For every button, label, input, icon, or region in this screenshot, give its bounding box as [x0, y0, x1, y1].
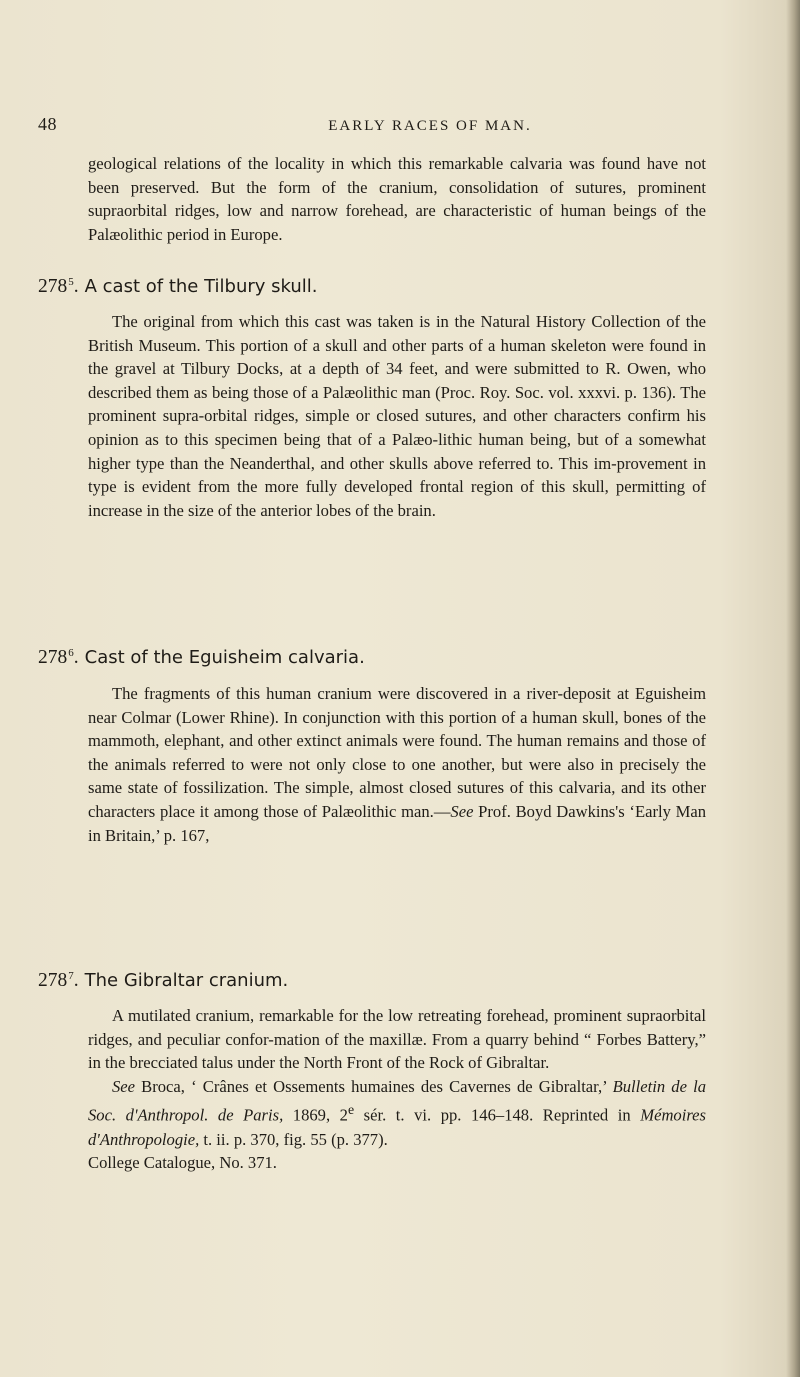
- entry-paragraph: [88, 682, 706, 847]
- reference-text: Broca, ‘ Crânes et Ossements humaines des Cavernes de Gibraltar,’: [135, 1076, 613, 1096]
- entry-paragraph: A mutilated cranium, remarkable for the low retreating forehead, prominent supraorbital ridges, and peculiar confor-mation of the maxillæ. From a quarry behind “ Forbes Battery,” in the brecciated talus under the North Front of the Rock of Gibraltar.: [88, 1006, 706, 1073]
- entry-paragraph: The original from which this cast was taken is in the Natural History Collection of the British Museum. This portion of a skull and other parts of a human skeleton were found in the gravel at Tilbury Docks, at a depth of 34 feet, and were submitted to R. Owen, who described them as being those of a Palæolithic man (Proc. Roy. Soc. vol. xxxvi. p. 136). The prominent supra-orbital ridges, simple or closed sutures, and other characters confirm his opinion as to this specimen being that of a Palæo-lithic human being, but of a somewhat higher type than the Neanderthal, and other skulls above referred to. This im-provement in type is evident from the more fully developed frontal region of this skull, permitting of increase in the size of the anterior lobes of the brain.: [88, 312, 706, 520]
- running-head: EARLY RACES OF MAN.: [328, 118, 532, 134]
- reference-text: sér. t. vi. pp. 146–148. Reprinted in: [354, 1105, 641, 1125]
- journal-title: Mémoires d'Anthropologie,: [88, 1105, 706, 1149]
- see-word: See: [450, 801, 474, 821]
- intro-paragraph: geological relations of the locality in which this remarkable calvaria was found have not been preserved. But the form of the cranium, consolidation of sutures, prominent supraorbital ridges, low and narrow forehead, are characteristic of human beings of the Palæolithic period in Europe.: [88, 154, 706, 244]
- entry-paragraph-text: The fragments of this human cranium were discovered in a river-deposit at Eguisheim near Colmar (Lower Rhine). In conjunction with this portion of a human skull, bones of the mammoth, elephant, and other extinct animals were found. The human remains and those of the animals referred to were not only close to one another, but were also in precisely the same state of fossilization. The simple, almost closed sutures of this calvaria, and its other characters place it among those of Palæolithic man.—: [88, 684, 706, 821]
- series-superscript: e: [347, 1102, 355, 1118]
- entry-title: The Gibraltar cranium.: [84, 970, 289, 991]
- reference-text: 1869, 2: [283, 1105, 348, 1125]
- entry-heading-278-5: $278^5$. A cast of the Tilbury skull.: [38, 276, 318, 297]
- entry-superscript: 6: [68, 647, 74, 659]
- entry-body-278-6: [88, 682, 706, 847]
- catalogue-reference: College Catalogue, No. 371.: [88, 1153, 277, 1173]
- entry-heading-278-6: $278^6$. Cast of the Eguisheim calvaria.: [38, 647, 365, 668]
- page-number: 48: [38, 114, 57, 134]
- entry-superscript: 7: [68, 970, 74, 982]
- intro-paragraph-block: [88, 152, 706, 246]
- journal-title: Bulletin de la Soc. d'Anthropol. de Paris,: [88, 1076, 707, 1125]
- see-word: See: [112, 1076, 136, 1096]
- entry-number: 278: [38, 276, 68, 297]
- entry-body-278-7: [88, 1004, 706, 1175]
- reference-paragraph: [88, 1075, 706, 1151]
- entry-body-278-5: [88, 310, 706, 522]
- reference-tail: Prof. Boyd Dawkins's ‘Early Man in Britain,’ p. 167,: [88, 801, 706, 845]
- entry-number: 278: [38, 647, 68, 668]
- entry-title: Cast of the Eguisheim calvaria.: [84, 647, 365, 668]
- entry-superscript: 5: [68, 276, 74, 288]
- page-edge-shadow: [786, 0, 800, 1377]
- entry-heading-278-7: $278^7$. The Gibraltar cranium.: [38, 970, 289, 991]
- entry-number: 278: [38, 970, 68, 991]
- reference-text: t. ii. p. 370, fig. 55 (p. 377).: [199, 1129, 388, 1149]
- entry-title: A cast of the Tilbury skull.: [84, 276, 318, 297]
